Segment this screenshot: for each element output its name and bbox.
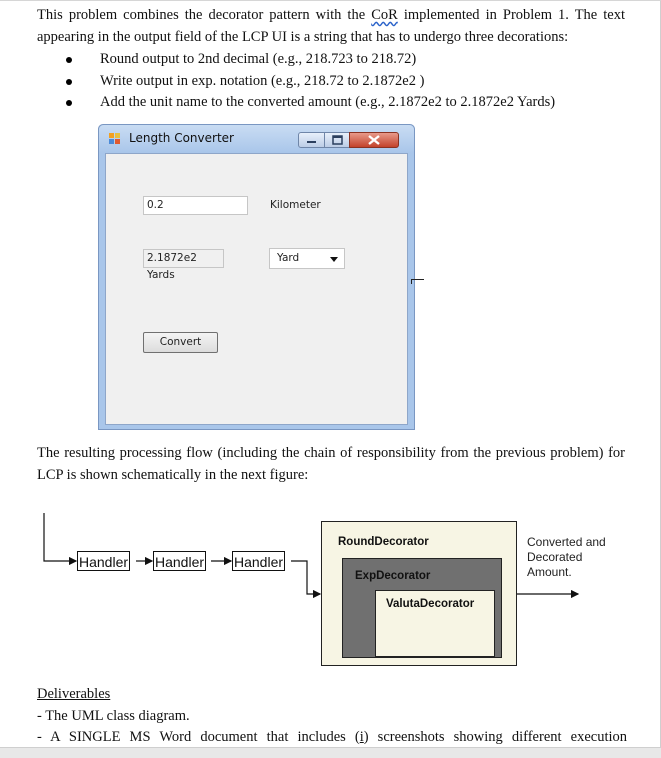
form-icon <box>109 133 121 145</box>
intro-paragraph <box>37 5 625 48</box>
maximize-button[interactable] <box>324 132 350 148</box>
minimize-button[interactable] <box>298 132 325 148</box>
deliverable-item: - A SINGLE MS Word document that includes (i) screenshots showing different execution <box>37 729 627 745</box>
window-client-area <box>105 153 408 425</box>
output-unit-value: Yard <box>277 252 300 264</box>
handler-box: Handler <box>232 551 285 571</box>
deliverables-section <box>37 684 627 749</box>
input-arrow <box>44 513 76 561</box>
deliverable-item: - The UML class diagram. <box>37 707 190 724</box>
window-titlebar[interactable] <box>99 125 414 153</box>
list-item: Add the unit name to the converted amount (e.g., 2.1872e2 to 2.1872e2 Yards) <box>60 92 555 114</box>
bullet-icon <box>66 57 72 63</box>
intro-text-b: implemented in Problem 1. The text appearing in the output field of the LCP UI is a string that has to undergo three decorations: <box>37 7 626 45</box>
maximize-icon <box>325 133 349 147</box>
chevron-down-icon <box>330 257 338 262</box>
decoration-list <box>60 49 555 114</box>
output-unit-select[interactable] <box>269 248 345 269</box>
window-controls <box>298 132 404 148</box>
handler-box: Handler <box>77 551 130 571</box>
intro-cor-word: CoR <box>371 7 398 23</box>
valuta-decorator-label: ValutaDecorator <box>386 598 475 610</box>
exp-decorator-label: ExpDecorator <box>355 570 431 582</box>
convert-button[interactable]: Convert <box>143 332 218 353</box>
input-unit-label: Kilometer <box>270 199 321 211</box>
decorator-arrow <box>291 561 320 594</box>
flow-paragraph: The resulting processing flow (including the chain of responsibility from the previous problem) for LCP is shown schematically in the next figure: <box>37 445 625 483</box>
resize-marker <box>411 279 424 280</box>
deliverables-heading: Deliverables <box>37 686 111 702</box>
round-decorator-label: RoundDecorator <box>338 536 429 548</box>
input-amount-field[interactable]: 0.2 <box>143 196 248 215</box>
window-title: Length Converter <box>129 131 234 145</box>
close-icon <box>350 133 398 147</box>
close-button[interactable] <box>349 132 399 148</box>
length-converter-window <box>98 124 415 430</box>
output-label: Converted and Decorated Amount. <box>527 535 606 579</box>
list-item: Write output in exp. notation (e.g., 218.72 to 2.1872e2 ) <box>60 71 555 93</box>
bullet-icon <box>66 100 72 106</box>
bottom-scroll-bar[interactable] <box>0 747 661 758</box>
handler-box: Handler <box>153 551 206 571</box>
resize-marker-tick <box>411 279 412 284</box>
list-item: Round output to 2nd decimal (e.g., 218.723 to 218.72) <box>60 49 555 71</box>
output-amount-field[interactable]: 2.1872e2 Yards <box>143 249 224 268</box>
bullet-icon <box>66 79 72 85</box>
intro-text-a: This problem combines the decorator pattern with the <box>37 7 366 23</box>
minimize-icon <box>299 133 324 147</box>
